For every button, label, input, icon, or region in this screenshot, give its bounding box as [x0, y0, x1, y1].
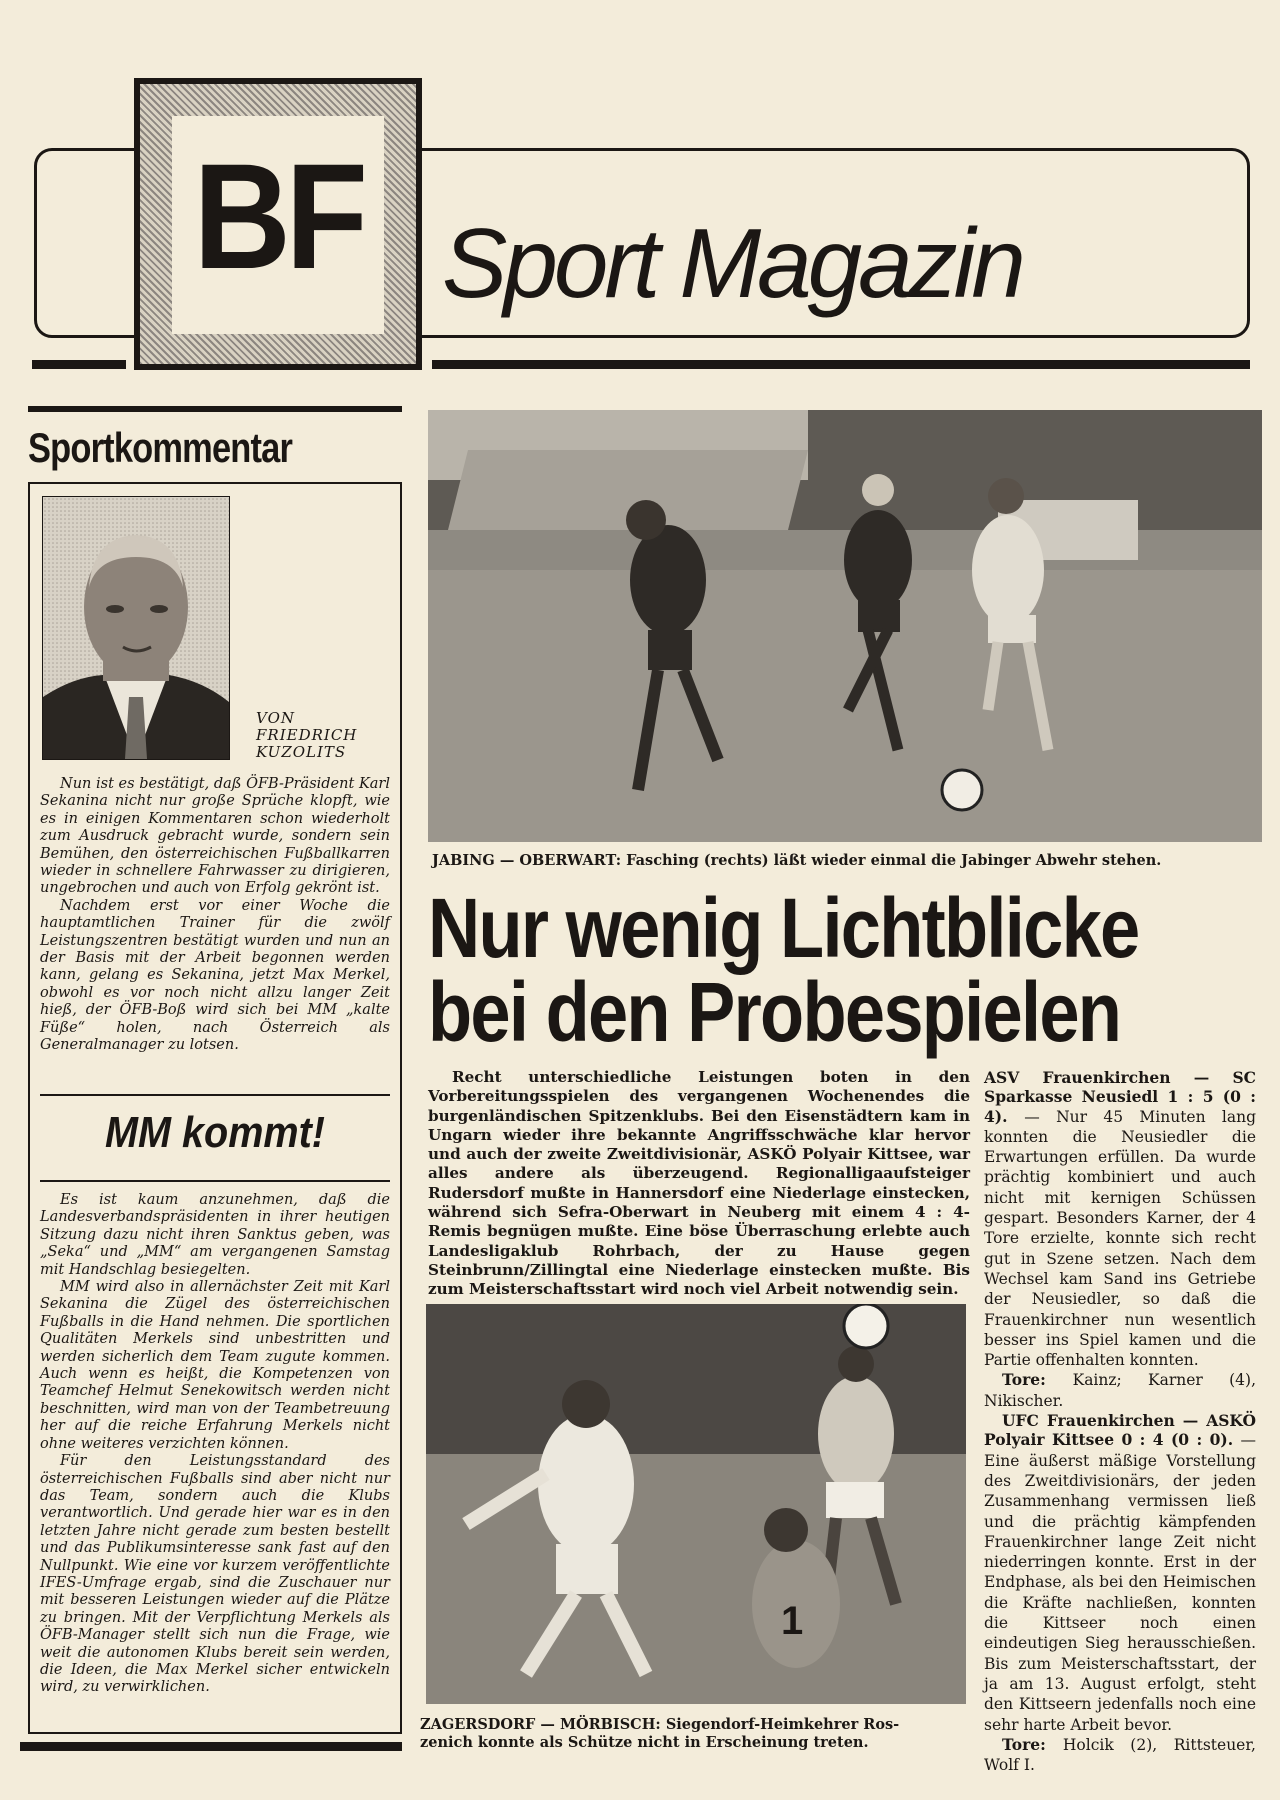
byline-line: KUZOLITS [256, 743, 347, 761]
goals-text: Kainz; Karner (4), Nikischer. [984, 1371, 1256, 1410]
match-reports [984, 1068, 1256, 1775]
photo-caption-bottom [420, 1716, 899, 1752]
headline-line-2: bei den Probespielen [428, 965, 1121, 1059]
commentary-subheading: MM kommt! [105, 1108, 325, 1157]
byline [256, 710, 357, 761]
paragraph: Es ist kaum anzunehmen, daß die Landesverbandspräsidenten in ihrer heutigen Sitzung dazu nicht ihren Sanktus geben, was „Seka“ und „MM“ am vergangenen Samstag mit Handschlag besiegelten. [40, 1192, 390, 1278]
section-divider [40, 1180, 390, 1182]
match-photo-zagersdorf-moerbisch [426, 1304, 966, 1704]
report-text: — Eine äußerst mäßige Vorstellung des Zweitdivisionärs, der jeden Zusammenhang vermissen ließ und die prächtig kämpfenden Frauenkirchner lange Zeit nicht niederringen konnte. Erst in der Endphase, als bei den Heimischen die Kräfte nachließen, konnten die Kittseer noch einen eindeutigen Sieg herausschießen. Bis zum Meisterschaftsstart, der ja am 13. August erfolgt, steht den Kittseern jedenfalls noch eine sehr harte Arbeit bevor. [984, 1431, 1256, 1734]
logo: BF [193, 132, 363, 300]
headline-line-1: Nur wenig Lichtblicke [428, 881, 1139, 975]
magazine-title: Sport Magazin [442, 208, 1022, 318]
paragraph: Nun ist es bestätigt, daß ÖFB-Präsident Karl Sekanina nicht nur große Sprüche klopft, wie es in einigen Kommentaren schon wiederholt zum Ausdruck gebracht wurde, sondern sein Bemühen, den österreichischen Fußballkarren wieder in schnellere Fahrwasser zu dirigieren, ungebrochen und auch von Erfolg gekrönt ist. [40, 776, 390, 897]
section-divider [40, 1094, 390, 1096]
report-text: — Nur 45 Minuten lang konnten die Neusiedler die Erwartungen erfüllen. Da wurde prächtig kombiniert und auch nicht mit kernigen Schüssen gespart. Besonders Karner, der 4 Tore erzielte, konnte sich recht gut in Szene setzen. Nach dem Wechsel kam Sand ins Getriebe der Neusiedler, so daß die Frauenkirchner nun wesentlich besser ins Spiel kamen und die Partie offenhalten konnten. [984, 1107, 1256, 1370]
commentary-bottom-rule [20, 1742, 402, 1751]
goals-label: Tore: [1002, 1734, 1046, 1754]
author-portrait [42, 496, 230, 760]
svg-text:1: 1 [781, 1599, 804, 1643]
main-headline [428, 881, 1139, 1059]
byline-line: FRIEDRICH [256, 726, 358, 744]
match-photo-jabing-oberwart [428, 410, 1262, 842]
goals-label: Tore: [1002, 1370, 1046, 1390]
report-heading: ASV Frauenkirchen — SC Sparkasse Neusiedl 1 : 5 (0 : 4). [984, 1068, 1256, 1126]
caption-line: zenich konnte als Schütze nicht in Erscheinung treten. [420, 1734, 869, 1751]
paragraph: MM wird also in allernächster Zeit mit Karl Sekanina die Zügel des österreichischen Fußballs in die Hand nehmen. Die sportlichen Qualitäten Merkels sind unbestritten und werden sicherlich dem Team zugute kommen. Auch wenn es heißt, die Kompetenzen von Teamchef Helmut Senekowitsch werden nicht beschnitten, wird man von der Teambetreuung her auf die reiche Erfahrung Merkels nicht ohne weiteres verzichten können. [40, 1279, 390, 1452]
commentary-text [40, 776, 390, 1055]
article-lead [428, 1068, 970, 1300]
lead-paragraph: Recht unterschiedliche Leistungen boten in den Vorbereitungsspielen des vergangenen Wochenendes die burgenländischen Spitzenklubs. Bei den Eisenstädtern kam in Ungarn wieder ihre bekannte Angriffsschwäche klar hervor und auch der zweite Zweitdivisionär, ASKÖ Polyair Kittsee, war alles andere als überzeugend. Regionalligaaufsteiger Rudersdorf mußte in Hannersdorf eine Niederlage einstecken, während sich Sefra-Oberwart in Neuberg mit einem 4 : 4-Remis begnügen mußte. Eine böse Überraschung erlebte auch Landesligaklub Rohrbach, der zu Hause gegen Steinbrunn/Zillingtal eine Niederlage einstecken mußte. Bis zum Meisterschaftsstart wird noch viel Arbeit notwendig sein. [428, 1068, 970, 1299]
commentary-text-2 [40, 1192, 390, 1697]
masthead-rule-right [432, 360, 1250, 369]
caption-line: ZAGERSDORF — MÖRBISCH: Siegendorf-Heimkehrer Ros- [420, 1716, 900, 1733]
paragraph: Für den Leistungsstandard des österreichischen Fußballs sind aber nicht nur das Team, sondern auch die Klubs verantwortlich. Und gerade hier war es in den letzten Jahre nicht gerade zum besten bestellt und das Publikumsinteresse sank fast auf den Nullpunkt. Wie eine vor kurzem veröffentlichte IFES-Umfrage ergab, sind die Zuschauer nur mit besseren Leistungen wieder auf die Plätze zu bringen. Mit der Verpflichtung Merkels als ÖFB-Manager stellt sich nun die Frage, wie weit die autonomen Klubs bereit sein werden, die Ideen, die Max Merkel sicher entwickeln wird, zu verwirklichen. [40, 1453, 390, 1696]
masthead-rule-left [32, 360, 126, 369]
photo-caption-top: JABING — OBERWART: Fasching (rechts) läßt wieder einmal die Jabinger Abwehr stehen. [432, 852, 1162, 869]
paragraph: Nachdem erst vor einer Woche die hauptamtlichen Trainer für die zwölf Leistungszentren bestätigt wurden und nun an der Basis mit der Arbeit begonnen werden kann, gelang es Sekanina, jetzt Max Merkel, obwohl es vor noch nicht allzu langer Zeit hieß, der ÖFB-Boß wird sich bei MM „kalte Füße“ holen, nach Österreich als Generalmanager zu lotsen. [40, 897, 390, 1054]
commentary-heading: Sportkommentar [28, 424, 293, 471]
byline-line: VON [256, 709, 295, 727]
report-heading: UFC Frauenkirchen — ASKÖ Polyair Kittsee 0 : 4 (0 : 0). [984, 1411, 1256, 1450]
commentary-top-rule [28, 406, 402, 412]
goals-text: Holcik (2), Rittsteuer, Wolf I. [984, 1735, 1256, 1775]
